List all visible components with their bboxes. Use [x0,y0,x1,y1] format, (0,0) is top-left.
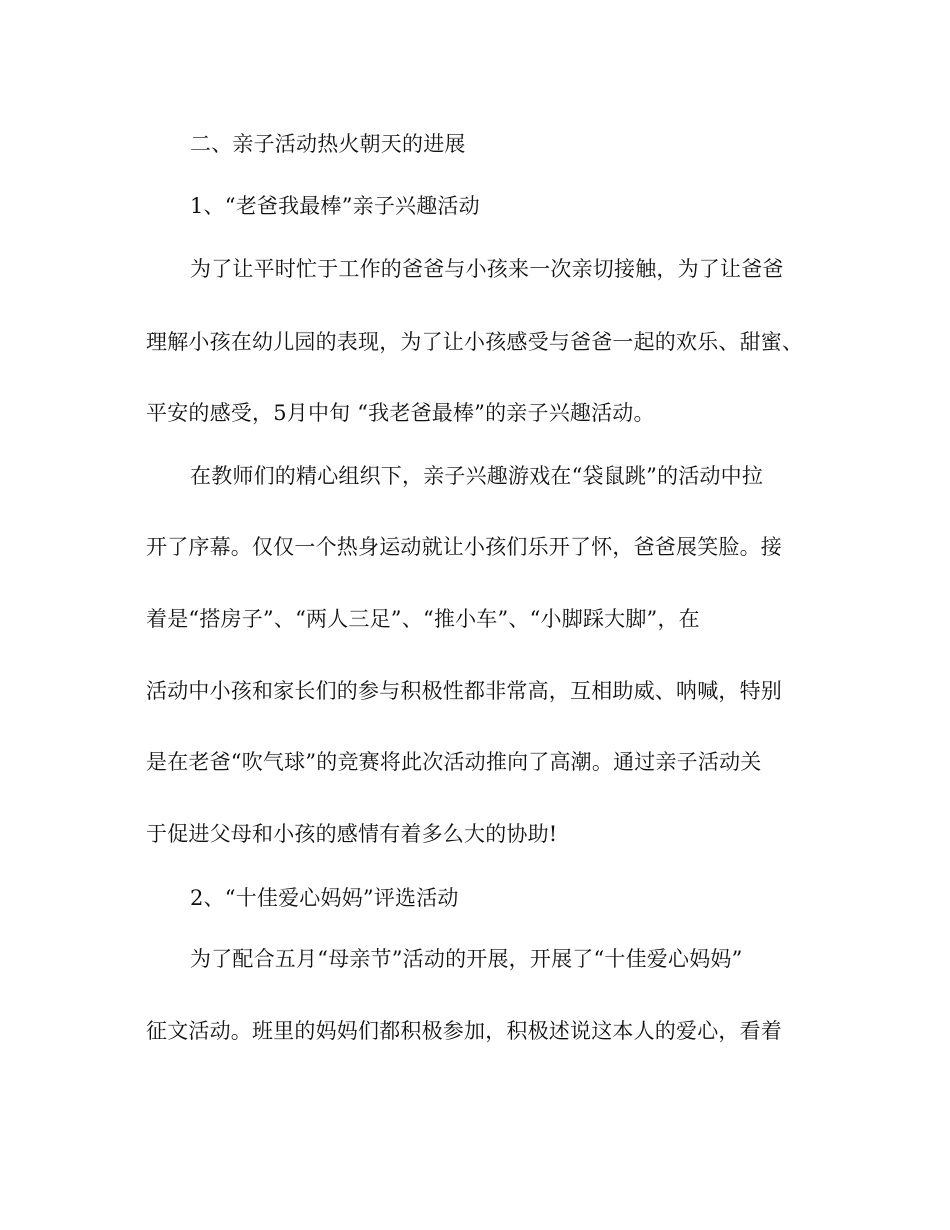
paragraph-line: 征文活动。班里的妈妈们都积极参加，积极述说这本人的爱心，看着 [146,1019,782,1043]
section-heading: 二、亲子活动热火朝天的进展 [190,132,466,156]
paragraph-line: 为了配合五月“母亲节”活动的开展，开展了“十佳爱心妈妈” [190,947,743,971]
paragraph-line: 为了让平时忙于工作的爸爸与小孩来一次亲切接触，为了让爸爸 [190,257,784,281]
paragraph-line: 着是“搭房子”、“两人三足”、“推小车”、“小脚踩大脚”，在 [146,607,700,631]
paragraph-line: 理解小孩在幼儿园的表现，为了让小孩感受与爸爸一起的欢乐、甜蜜、 [146,330,804,354]
paragraph-line: 在教师们的精心组织下，亲子兴趣游戏在“袋鼠跳”的活动中拉 [190,464,764,488]
paragraph-line: 于促进父母和小孩的感情有着多么大的协助! [146,822,558,846]
paragraph-line: 是在老爸“吹气球”的竞赛将此次活动推向了高潮。通过亲子活动关 [146,750,762,774]
subsection-heading-1: 1、“老爸我最棒”亲子兴趣活动 [190,194,480,218]
paragraph-line: 开了序幕。仅仅一个热身运动就让小孩们乐开了怀，爸爸展笑脸。接 [146,535,782,559]
subsection-heading-2: 2、“十佳爱心妈妈”评选活动 [190,886,459,910]
paragraph-line: 活动中小孩和家长们的参与积极性都非常高，互相助威、呐喊，特别 [146,679,782,703]
paragraph-line: 平安的感受，5月中旬 “我老爸最棒”的亲子兴趣活动。 [146,401,655,425]
